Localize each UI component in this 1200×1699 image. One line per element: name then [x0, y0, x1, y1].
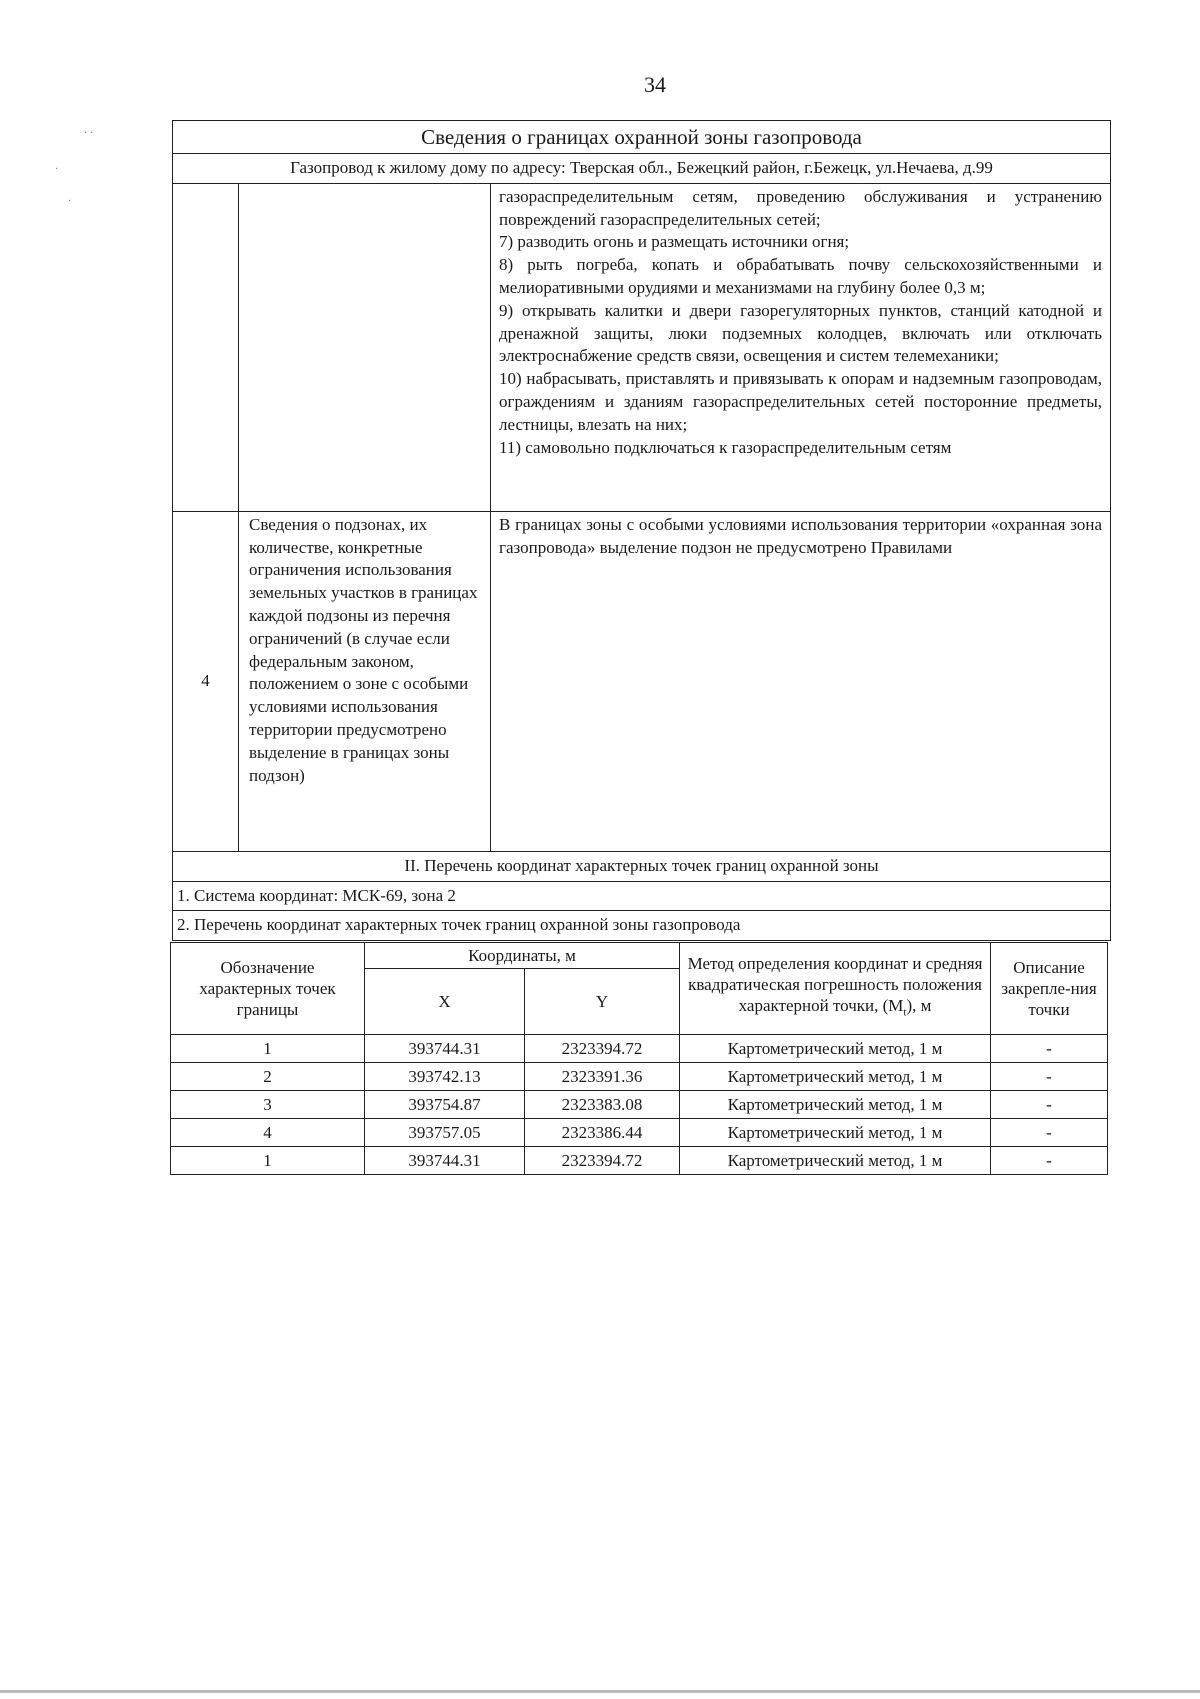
point-id: 2 [171, 1063, 365, 1091]
table-row [171, 1119, 1108, 1147]
point-method: Картометрический метод, 1 м [680, 1147, 991, 1175]
zone-info-table [172, 120, 1111, 941]
point-x: 393744.31 [365, 1147, 525, 1175]
restriction-item: 10) набрасывать, приставлять и привязывать к опорам и надземным газопроводам, ограждениям и зданиям газораспределительных сетей посторонние предметы, лестницы, влезать на них; [499, 369, 1102, 434]
header-y: Y [525, 969, 680, 1035]
page-number: 34 [644, 72, 666, 97]
point-y: 2323394.72 [525, 1035, 680, 1063]
coord-list-title: 2. Перечень координат характерных точек границ охранной зоны газопровода [173, 911, 1111, 941]
section2-title: II. Перечень координат характерных точек границ охранной зоны [173, 851, 1111, 881]
point-y: 2323394.72 [525, 1147, 680, 1175]
point-id: 4 [171, 1119, 365, 1147]
point-description: - [991, 1035, 1108, 1063]
scan-artifact: · [68, 196, 72, 207]
point-method: Картометрический метод, 1 м [680, 1035, 991, 1063]
table-row [171, 1147, 1108, 1175]
point-description: - [991, 1091, 1108, 1119]
header-description: Описание закрепле-ния точки [991, 943, 1108, 1035]
object-address: Газопровод к жилому дому по адресу: Тверская обл., Бежецкий район, г.Бежецк, ул.Нечаева, д.99 [173, 154, 1111, 184]
row-number: 4 [173, 511, 239, 851]
table-row [171, 1035, 1108, 1063]
point-id: 3 [171, 1091, 365, 1119]
scan-edge-line [0, 1690, 1200, 1693]
restrictions-text [491, 183, 1111, 511]
point-method: Картометрический метод, 1 м [680, 1119, 991, 1147]
point-method: Картометрический метод, 1 м [680, 1091, 991, 1119]
subzones-row [173, 511, 1111, 851]
point-x: 393757.05 [365, 1119, 525, 1147]
restriction-item: 9) открывать калитки и двери газорегуляторных пунктов, станций катодной и дренажной защиты, люки подземных колодцев, включать или отключать электроснабжение средств связи, освещения и систем телемеханики; [499, 300, 1102, 366]
table-row [171, 1091, 1108, 1119]
header-coordinates: Координаты, м [365, 943, 680, 969]
subzones-value: В границах зоны с особыми условиями использования территории «охранная зона газопровода» выделение подзон не предусмотрено Правилами [491, 511, 1111, 851]
point-id: 1 [171, 1147, 365, 1175]
point-description: - [991, 1147, 1108, 1175]
restriction-item: 11) самовольно подключаться к газораспределительным сетям [499, 437, 952, 457]
header-designation: Обозначение характерных точек границы [171, 943, 365, 1035]
coord-list-title-row [173, 911, 1111, 941]
point-x: 393744.31 [365, 1035, 525, 1063]
point-y: 2323386.44 [525, 1119, 680, 1147]
restriction-item: 7) разводить огонь и размещать источники огня; [499, 232, 850, 252]
point-description: - [991, 1063, 1108, 1091]
section2-row [173, 851, 1111, 881]
address-row [173, 154, 1111, 184]
empty-number-cell [173, 183, 239, 511]
scan-artifact: · · [84, 128, 94, 139]
empty-label-cell [239, 183, 491, 511]
restriction-item: газораспределительным сетям, проведению обслуживания и устранению повреждений газораспределительных сетей; [499, 186, 1102, 229]
continuation-row [173, 183, 1111, 511]
point-x: 393754.87 [365, 1091, 525, 1119]
table-row [171, 1063, 1108, 1091]
table-title: Сведения о границах охранной зоны газопровода [173, 121, 1111, 154]
coord-system: 1. Система координат: МСК-69, зона 2 [173, 881, 1111, 911]
point-x: 393742.13 [365, 1063, 525, 1091]
point-description: - [991, 1119, 1108, 1147]
header-method: Метод определения координат и средняя квадратическая погрешность положения характерной точки, $(M_t)$, м [680, 943, 991, 1035]
coord-header-row [171, 943, 1108, 969]
point-id: 1 [171, 1035, 365, 1063]
point-y: 2323383.08 [525, 1091, 680, 1119]
point-method: Картометрический метод, 1 м [680, 1063, 991, 1091]
title-row [173, 121, 1111, 154]
coordinates-table [170, 942, 1108, 1175]
subzones-label: Сведения о подзонах, их количестве, конкретные ограничения использования земельных участков в границах каждой подзоны из перечня ограничений (в случае если федеральным законом, положением о зоне с особыми условиями использования территории предусмотрено выделение в границах зоны подзон) [239, 511, 491, 851]
header-x: X [365, 969, 525, 1035]
point-y: 2323391.36 [525, 1063, 680, 1091]
coord-system-row [173, 881, 1111, 911]
scan-artifact: · [55, 164, 59, 175]
restriction-item: 8) рыть погреба, копать и обрабатывать почву сельскохозяйственными и мелиоративными орудиями и механизмами на глубину более 0,3 м; [499, 255, 1102, 297]
